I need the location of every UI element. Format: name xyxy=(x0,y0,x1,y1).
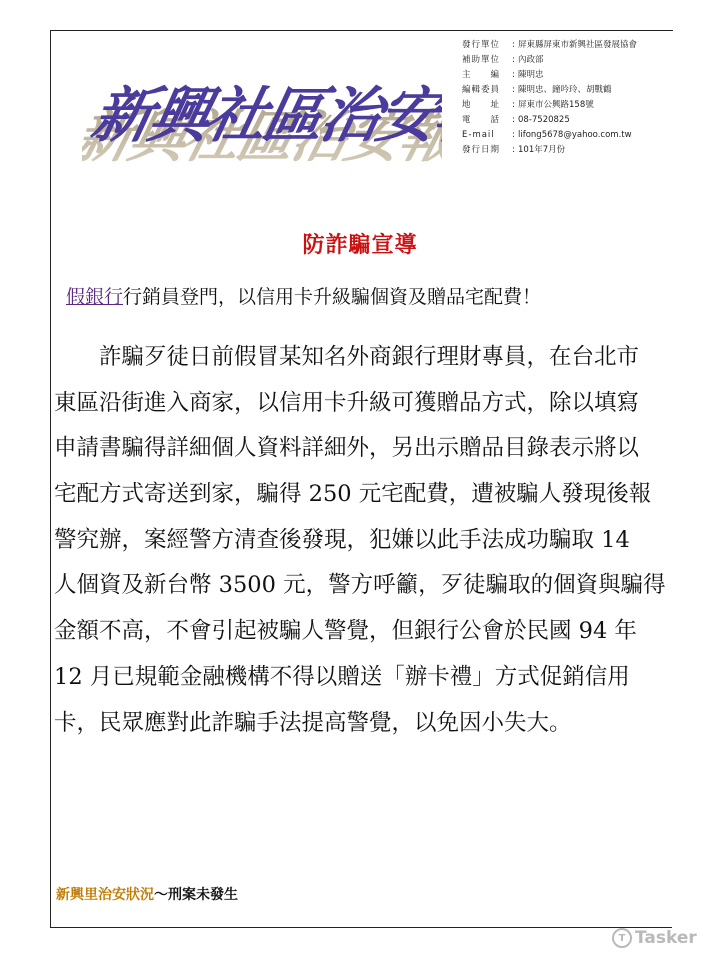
publisher-info-value: 陳明忠、鐘吟玲、胡戰鶴 xyxy=(518,85,612,95)
publisher-info-row xyxy=(462,113,692,128)
publisher-info-value: 內政部 xyxy=(518,55,544,65)
masthead-logo xyxy=(82,28,442,178)
tasker-logo-icon: T xyxy=(612,928,632,948)
subtitle-highlight: 假銀行 xyxy=(66,286,124,308)
publisher-info-value: 08-7520825 xyxy=(518,115,570,125)
security-status-label: 新興里治安狀況 xyxy=(56,887,154,903)
publisher-info-label: E-mail xyxy=(462,130,495,140)
publisher-info xyxy=(462,38,692,158)
article-body-line: 詐騙歹徒日前假冒某知名外商銀行理財專員，在台北市 xyxy=(54,344,640,370)
publisher-info-label: 地 址 xyxy=(462,100,501,110)
security-status xyxy=(56,884,238,904)
publisher-info-label: 補助單位 xyxy=(462,55,501,65)
article-body-line: 12 月已規範金融機構不得以贈送「辦卡禮」方式促銷信用 xyxy=(54,663,630,690)
article-body xyxy=(54,335,680,746)
publisher-info-separator: : xyxy=(512,85,515,95)
page-frame-bottom-rule xyxy=(50,927,672,928)
article-subtitle xyxy=(66,282,541,309)
article-body-line: 金額不高，不會引起被騙人警覺，但銀行公會於民國 94 年 xyxy=(54,618,637,645)
publisher-info-separator: : xyxy=(512,130,515,140)
publisher-info-label: 發行日期 xyxy=(462,145,501,155)
publisher-info-row xyxy=(462,128,692,143)
article-body-line: 申請書騙得詳細個人資料詳細外，另出示贈品目錄表示將以 xyxy=(54,435,640,462)
masthead-shadow-text: 新興社區治安報導 xyxy=(82,104,442,170)
publisher-info-label: 發行單位 xyxy=(462,40,501,50)
subtitle-rest: 行銷員登門，以信用卡升級騙個資及贈品宅配費！ xyxy=(123,286,542,308)
publisher-info-separator: : xyxy=(512,145,515,155)
publisher-info-label: 編輯委員 xyxy=(462,85,501,95)
publisher-info-separator: : xyxy=(512,55,515,65)
publisher-info-row xyxy=(462,98,692,113)
publisher-info-label: 主 編 xyxy=(462,70,501,80)
publisher-info-value: 屏東縣屏東市新興社區發展協會 xyxy=(518,40,638,50)
publisher-info-separator: : xyxy=(512,40,515,50)
publisher-info-row xyxy=(462,68,692,83)
publisher-info-row xyxy=(462,38,692,53)
publisher-info-separator: : xyxy=(512,70,515,80)
masthead-title-text: 新興社區治安報導 xyxy=(85,80,442,151)
masthead-art xyxy=(82,28,442,178)
article-title: 防詐騙宣導 xyxy=(302,232,418,258)
article-body-line: 人個資及新台幣 3500 元，警方呼籲，歹徒騙取的個資與騙得 xyxy=(54,572,666,599)
article-body-line: 宅配方式寄送到家，騙得 250 元宅配費，遭被騙人發現後報 xyxy=(54,481,652,508)
publisher-info-label: 電 話 xyxy=(462,115,501,125)
watermark-text: Tasker xyxy=(635,928,697,948)
tasker-watermark xyxy=(612,928,697,948)
publisher-info-row xyxy=(462,83,692,98)
publisher-info-value: 陳明忠 xyxy=(518,70,544,80)
publisher-info-row xyxy=(462,143,692,158)
article-body-line: 警究辦，案經警方清查後發現，犯嫌以此手法成功騙取 14 xyxy=(54,526,630,553)
publisher-info-separator: : xyxy=(512,100,515,110)
publisher-info-value: lifong5678@yahoo.com.tw xyxy=(518,130,632,140)
article-body-line: 卡，民眾應對此詐騙手法提高警覺，以免因小失大。 xyxy=(54,709,572,736)
security-status-value: ～刑案未發生 xyxy=(154,887,238,903)
publisher-info-value: 101年7月份 xyxy=(518,145,566,155)
publisher-info-row xyxy=(462,53,692,68)
publisher-info-value: 屏東市公興路158號 xyxy=(518,100,594,110)
publisher-info-separator: : xyxy=(512,115,515,125)
article-body-line: 東區沿街進入商家，以信用卡升級可獲贈品方式，除以填寫 xyxy=(54,389,640,416)
